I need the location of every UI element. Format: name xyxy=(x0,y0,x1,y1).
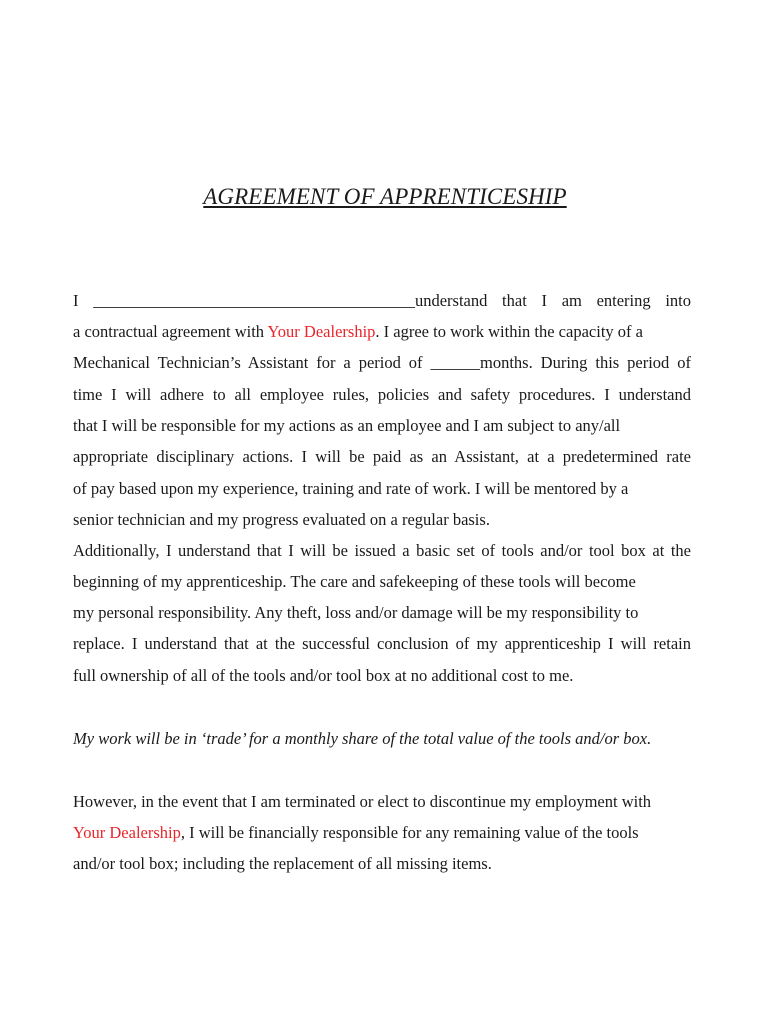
text-line: beginning of my apprenticeship. The care and safekeeping of these tools will become xyxy=(73,572,636,591)
dealership-name: Your Dealership xyxy=(267,322,376,341)
text-line: that I will be responsible for my actions as an employee and I am subject to any/all xyxy=(73,416,621,435)
dealership-name: Your Dealership xyxy=(73,823,181,842)
text-line: my personal responsibility. Any theft, loss and/or damage will be my responsibility to xyxy=(73,603,639,622)
text-segment: . I agree to work within the capacity of a xyxy=(375,322,643,341)
text-line xyxy=(73,823,639,843)
text-line: full ownership of all of the tools and/or tool box at no additional cost to me. xyxy=(73,666,574,685)
text-line: However, in the event that I am terminated or elect to discontinue my employment with xyxy=(73,792,652,811)
text-segment: a contractual agreement with xyxy=(73,322,268,341)
text-line: senior technician and my progress evaluated on a regular basis. xyxy=(73,510,490,529)
paragraph-trade-note: My work will be in ‘trade’ for a monthly share of the total value of the tools and/or box. xyxy=(73,729,652,748)
text-line: I _______________________________________understand that I am entering into xyxy=(73,291,691,310)
text-line: Additionally, I understand that I will be issued a basic set of tools and/or tool box at the xyxy=(73,541,691,560)
text-line: Mechanical Technician’s Assistant for a period of ______months. During this period of xyxy=(73,353,691,372)
text-line: replace. I understand that at the successful conclusion of my apprenticeship I will retain xyxy=(73,634,691,653)
text-line xyxy=(73,322,643,342)
text-line: time I will adhere to all employee rules, policies and safety procedures. I understand xyxy=(73,385,691,404)
document-title: AGREEMENT OF APPRENTICESHIP xyxy=(203,184,567,209)
text-line: and/or tool box; including the replacement of all missing items. xyxy=(73,854,492,873)
text-line: appropriate disciplinary actions. I will be paid as an Assistant, at a predetermined rate xyxy=(73,447,691,466)
text-line: of pay based upon my experience, training and rate of work. I will be mentored by a xyxy=(73,479,629,498)
text-segment: , I will be financially responsible for any remaining value of the tools xyxy=(180,823,639,842)
